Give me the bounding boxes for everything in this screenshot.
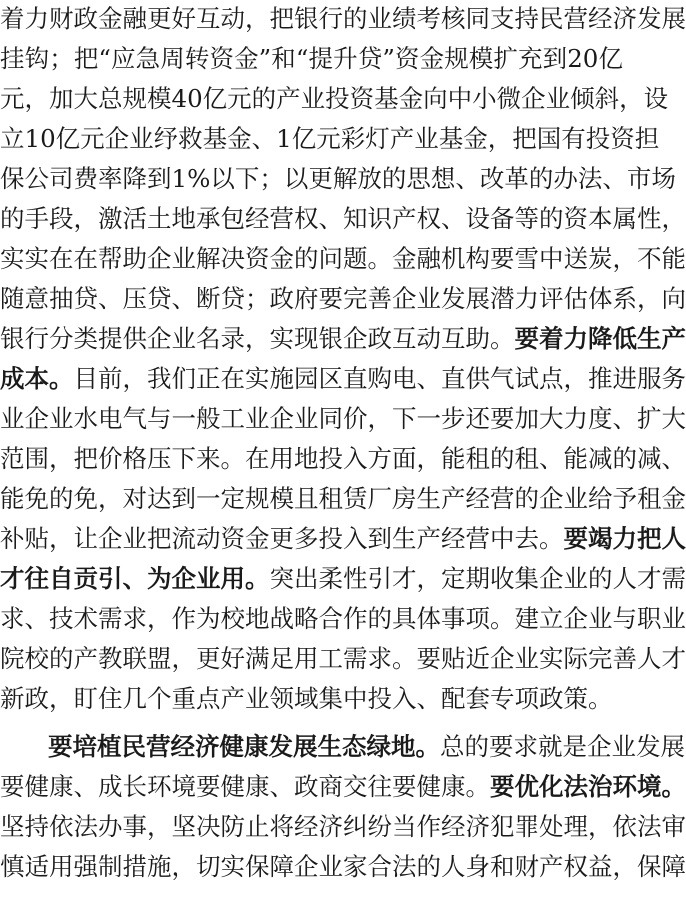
text-run: 能免的免，对达到一定规模且租赁厂房生产经营的企业给予租金	[0, 484, 686, 513]
text-line	[0, 479, 686, 518]
text-line	[0, 279, 686, 318]
text-line	[0, 159, 676, 198]
paragraph-first-line	[48, 727, 685, 766]
text-line	[0, 559, 686, 598]
text-run: 慎适用强制措施，切实保障企业家合法的人身和财产权益，保障	[0, 852, 686, 881]
bold-heading-run: 要着力降低生产	[514, 324, 686, 353]
text-run: 银行分类提供企业名录，实现银企政互动互助。	[0, 324, 515, 353]
text-line	[0, 399, 686, 438]
text-run: 立10亿元企业纾救基金、1亿元彩灯产业基金，把国有投资担	[0, 124, 660, 153]
text-run: 随意抽贷、压贷、断贷；政府要完善企业发展潜力评估体系，向	[0, 284, 686, 313]
text-run: 总的要求就是企业发展	[440, 732, 685, 761]
text-line	[0, 39, 623, 78]
text-run: 坚持依法办事，坚决防止将经济纠纷当作经济犯罪处理，依法审	[0, 812, 686, 841]
text-run: 挂钩；把“应急周转资金”和“提升贷”资金规模扩充到20亿	[0, 44, 623, 73]
text-line	[0, 599, 686, 638]
text-line	[0, 359, 686, 398]
text-line	[0, 439, 686, 478]
text-line	[0, 847, 686, 886]
text-run: 着力财政金融更好互动，把银行的业绩考核同支持民营经济发展	[0, 4, 686, 33]
text-line	[0, 239, 686, 278]
text-line	[0, 319, 686, 358]
bold-heading-run: 才往自贡引、为企业用。	[0, 564, 270, 593]
text-run: 要健康、成长环境要健康、政商交往要健康。	[0, 772, 490, 801]
text-line	[0, 639, 686, 678]
text-run: 新政，盯住几个重点产业领域集中投入、配套专项政策。	[0, 684, 613, 713]
text-run: 补贴，让企业把流动资金更多投入到生产经营中去。	[0, 524, 564, 553]
text-line	[0, 679, 623, 718]
text-run: 业企业水电气与一般工业企业同价，下一步还要加大力度、扩大	[0, 404, 686, 433]
text-run: 范围，把价格压下来。在用地投入方面，能租的租、能减的减、	[0, 444, 686, 473]
text-line	[0, 199, 686, 238]
text-run: 突出柔性引才，定期收集企业的人才需	[269, 564, 686, 593]
text-run: 目前，我们正在实施园区直购电、直供气试点，推进服务	[73, 364, 686, 393]
text-run: 的手段，激活土地承包经营权、知识产权、设备等的资本属性，	[0, 204, 686, 233]
text-line	[0, 767, 686, 806]
text-line	[0, 79, 669, 118]
bold-heading-run: 成本。	[0, 364, 74, 393]
bold-heading-run: 要优化法治环境。	[490, 772, 686, 801]
text-line	[0, 119, 660, 158]
text-line	[0, 519, 686, 558]
text-run: 元，加大总规模40亿元的产业投资基金向中小微企业倾斜，设	[0, 84, 669, 113]
text-run: 实实在在帮助企业解决资金的问题。金融机构要雪中送炭，不能	[0, 244, 686, 273]
bold-heading-run: 要竭力把人	[563, 524, 686, 553]
text-line	[0, 0, 686, 38]
text-run: 保公司费率降到1%以下；以更解放的思想、改革的办法、市场	[0, 164, 676, 193]
text-run: 求、技术需求，作为校地战略合作的具体事项。建立企业与职业	[0, 604, 686, 633]
bold-heading-run: 要培植民营经济健康发展生态绿地。	[48, 732, 440, 761]
text-line	[0, 807, 686, 846]
text-run: 院校的产教联盟，更好满足用工需求。要贴近企业实际完善人才	[0, 644, 686, 673]
